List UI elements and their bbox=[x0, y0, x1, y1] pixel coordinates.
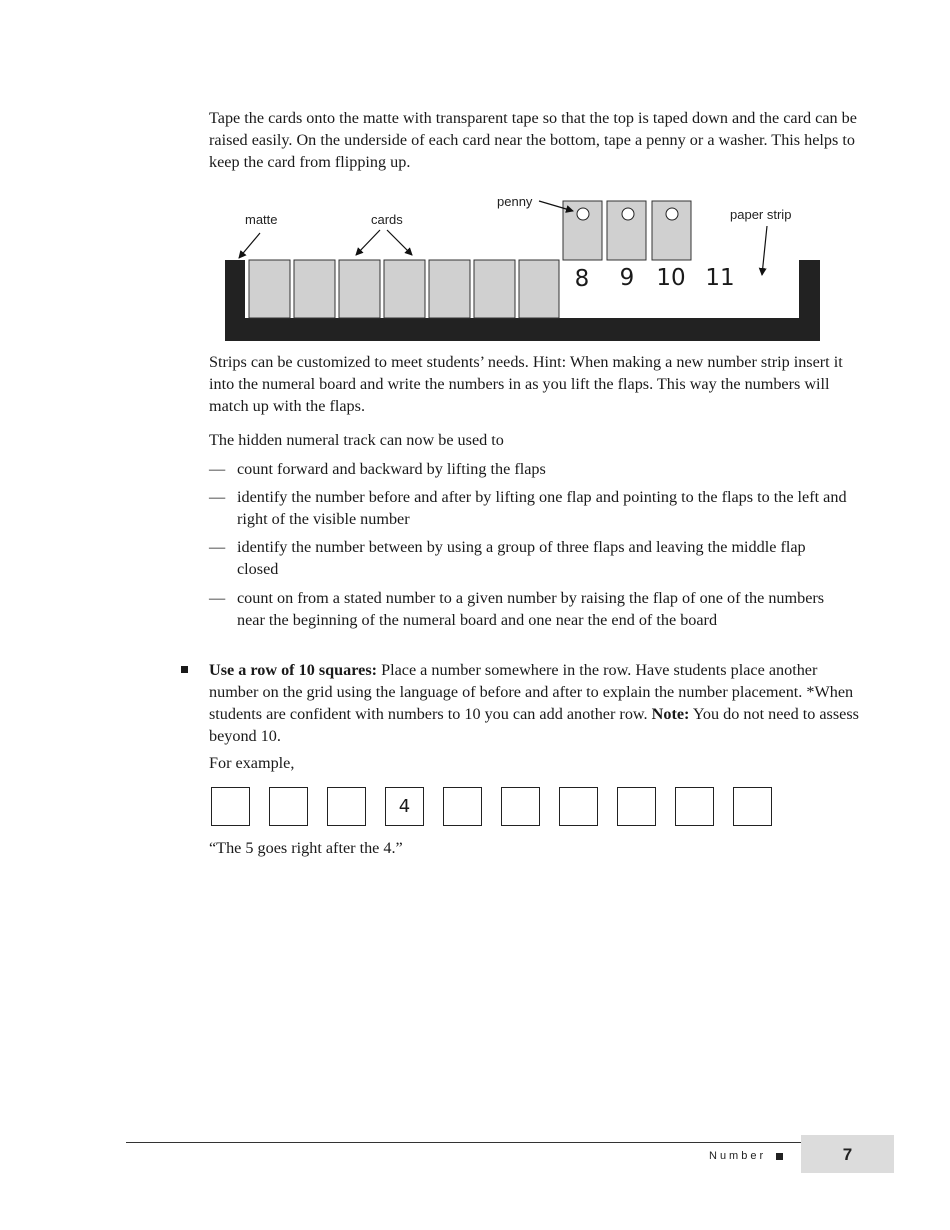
track-use-item: identify the number between by using a group of three flaps and leaving the middle flap closed bbox=[237, 538, 806, 578]
example-label: For example, bbox=[209, 754, 295, 772]
card bbox=[384, 260, 425, 318]
grid-square bbox=[211, 787, 250, 826]
strip-number: 9 bbox=[619, 265, 635, 291]
track-use-item: identify the number before and after by lifting one flap and pointing to the flaps to the left and right of the visible number bbox=[237, 488, 847, 528]
strip-number: 11 bbox=[705, 265, 735, 291]
paper-strip-label: paper strip bbox=[730, 207, 792, 222]
matte-label: matte bbox=[245, 212, 278, 227]
footer-rule bbox=[126, 1142, 802, 1143]
dash-marker: — bbox=[209, 488, 226, 506]
raised-flaps bbox=[563, 201, 691, 260]
numeral-board-diagram bbox=[220, 186, 825, 346]
example-quote: “The 5 goes right after the 4.” bbox=[209, 839, 403, 857]
grid-square bbox=[675, 787, 714, 826]
bullet-square-icon bbox=[181, 666, 188, 673]
cards-arrow-right bbox=[387, 230, 412, 255]
card bbox=[474, 260, 515, 318]
grid-square bbox=[733, 787, 772, 826]
penny-label: penny bbox=[497, 194, 533, 209]
grid-square bbox=[501, 787, 540, 826]
strip-number: 10 bbox=[656, 265, 686, 291]
grid-square bbox=[443, 787, 482, 826]
bullet-body: Place a number somewhere in the row. Have students place another number on the grid using the language of before and after to explain the number placement. *When students are confident with numbers to 10 you can add another row. bbox=[209, 661, 854, 723]
cards-arrow-left bbox=[356, 230, 380, 255]
footer-square-icon bbox=[776, 1153, 783, 1160]
row-of-squares-bullet bbox=[209, 659, 859, 747]
dash-marker: — bbox=[209, 460, 226, 478]
card bbox=[519, 260, 559, 318]
card bbox=[294, 260, 335, 318]
card bbox=[339, 260, 380, 318]
track-use-item: count forward and backward by lifting the flaps bbox=[237, 460, 546, 478]
grid-square bbox=[617, 787, 656, 826]
dash-marker: — bbox=[209, 589, 226, 607]
page-number: 7 bbox=[801, 1135, 894, 1173]
card bbox=[429, 260, 470, 318]
penny-icon bbox=[666, 208, 678, 220]
card bbox=[249, 260, 290, 318]
cards-row bbox=[249, 260, 559, 318]
grid-square bbox=[559, 787, 598, 826]
matte-arrow bbox=[239, 233, 260, 258]
cards-label: cards bbox=[371, 212, 403, 227]
penny-icon bbox=[577, 208, 589, 220]
note-body: You do not need to assess beyond 10. bbox=[209, 705, 859, 745]
track-use-item: count on from a stated number to a given number by raising the flap of one of the numbers near the beginning of the numeral board and one near the end of the board bbox=[237, 589, 825, 629]
intro-paragraph: Tape the cards onto the matte with transparent tape so that the top is taped down and the card can be raised easily. On the underside of each card near the bottom, tape a penny or a washer. This helps to keep the card from flipping up. bbox=[209, 109, 857, 171]
note-lead: Note: bbox=[651, 705, 690, 723]
strips-paragraph: Strips can be customized to meet students’ needs. Hint: When making a new number strip insert it into the numeral board and write the numbers in as you lift the flaps. This way the numbers will match up with the flaps. bbox=[209, 353, 843, 415]
penny-icon bbox=[622, 208, 634, 220]
track-intro: The hidden numeral track can now be used to bbox=[209, 431, 504, 449]
strip-number: 8 bbox=[574, 266, 590, 292]
footer-section-title: Number bbox=[709, 1150, 767, 1162]
grid-square: 4 bbox=[385, 787, 424, 826]
dash-marker: — bbox=[209, 538, 226, 556]
grid-square bbox=[327, 787, 366, 826]
grid-square bbox=[269, 787, 308, 826]
bullet-lead: Use a row of 10 squares: bbox=[209, 661, 378, 679]
